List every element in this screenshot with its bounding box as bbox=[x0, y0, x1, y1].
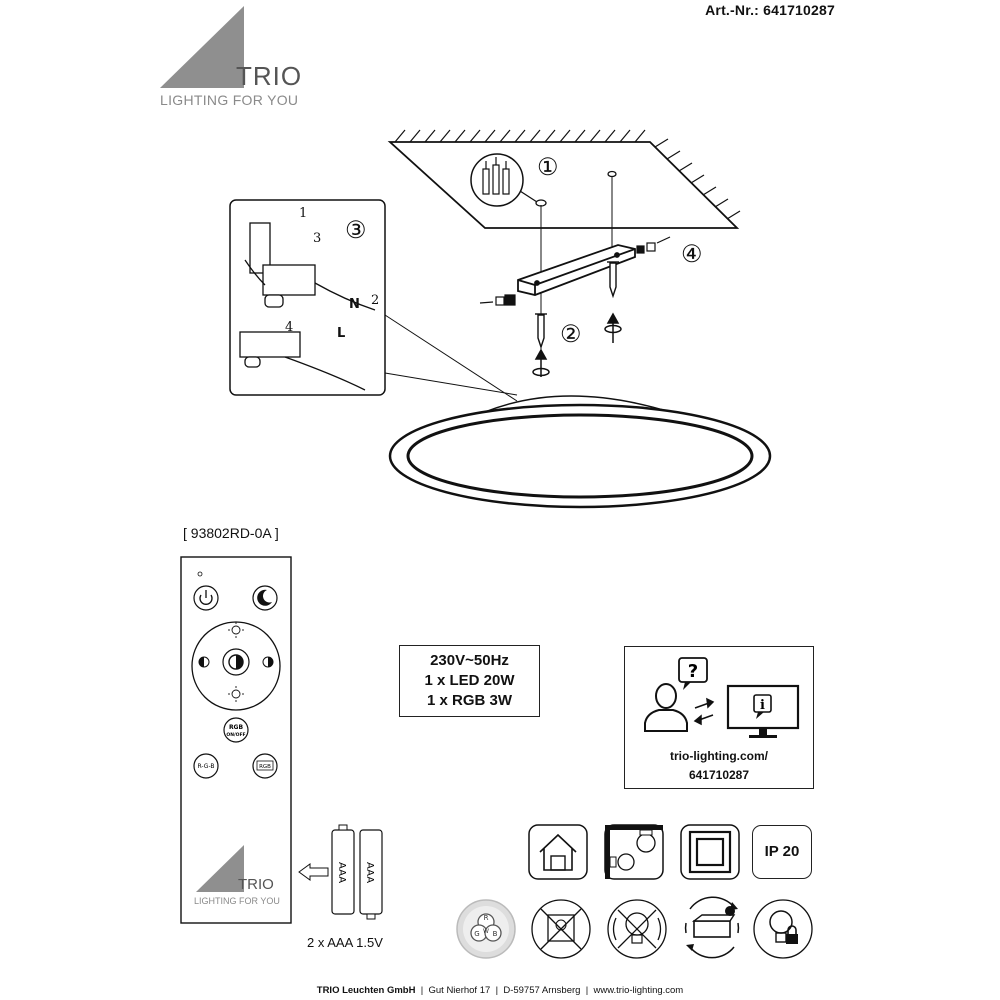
batteries bbox=[296, 822, 388, 922]
question-bubble-icon bbox=[679, 658, 707, 690]
rgbw-letter-g: G bbox=[474, 930, 480, 938]
step-3-label: ③ bbox=[345, 216, 367, 244]
monitor-icon bbox=[728, 686, 798, 738]
rgbw-icon bbox=[455, 898, 517, 960]
spec-led: 1 x LED 20W bbox=[424, 672, 515, 689]
color-temp-right-icon bbox=[263, 657, 273, 667]
remote-brand-tagline: LIGHTING FOR YOU bbox=[194, 896, 280, 906]
wire-label-l: L bbox=[337, 326, 346, 341]
svg-text:i: i bbox=[760, 698, 765, 713]
rgbw-letter-r: R bbox=[483, 914, 489, 922]
ceiling-lamp bbox=[390, 396, 770, 507]
led-not-replaceable-icon bbox=[606, 898, 668, 960]
spec-voltage: 230V~50Hz bbox=[430, 652, 509, 669]
rgbw-letter-w: W bbox=[483, 928, 489, 935]
footer bbox=[0, 985, 1000, 996]
driver-replaceable-icon bbox=[680, 895, 744, 961]
info-url-line2: 641710287 bbox=[688, 768, 750, 782]
footer-sep-1: | bbox=[420, 985, 424, 996]
rgb-onoff-label-top: RGB bbox=[228, 724, 244, 731]
footer-city: D-59757 Arnsberg bbox=[503, 985, 581, 996]
spec-rgb: 1 x RGB 3W bbox=[426, 692, 513, 709]
ceiling-wall-mount-icon bbox=[604, 824, 664, 880]
no-dimmer-icon bbox=[530, 898, 592, 960]
power-icon bbox=[194, 586, 218, 610]
remote-model-number: [ 93802RD-0A ] bbox=[183, 525, 279, 541]
ip-rating-badge: IP 20 bbox=[752, 825, 812, 879]
rgb-mode-label: RGB bbox=[259, 764, 271, 770]
indoor-use-icon bbox=[528, 824, 588, 880]
step-2-label: ② bbox=[560, 320, 582, 348]
step-4-label: ④ bbox=[681, 240, 703, 268]
remote-control bbox=[180, 556, 292, 926]
battery-note: 2 x AAA 1.5V bbox=[307, 935, 383, 950]
detail-number-3: 3 bbox=[313, 231, 322, 246]
footer-company: TRIO Leuchten GmbH bbox=[316, 985, 416, 996]
detail-number-2: 2 bbox=[371, 293, 380, 308]
article-number: Art.-Nr.: 641710287 bbox=[705, 2, 835, 18]
rgb-cycle-label: R-G-B bbox=[197, 763, 215, 770]
remote-brand-name: TRIO bbox=[238, 876, 274, 893]
battery-label-1: AAA bbox=[336, 862, 347, 884]
night-mode-icon bbox=[253, 586, 277, 610]
color-temp-left-icon bbox=[199, 657, 209, 667]
specs-box bbox=[399, 645, 540, 717]
mounting-bracket bbox=[518, 245, 635, 295]
rgb-onoff-label-bottom: ON/OFF bbox=[226, 733, 246, 738]
info-box bbox=[624, 646, 814, 789]
footer-sep-2: | bbox=[495, 985, 499, 996]
contrast-center-icon bbox=[223, 649, 249, 675]
info-url-line1: trio-lighting.com/ bbox=[670, 749, 768, 763]
battery-label-2: AAA bbox=[364, 862, 375, 884]
mounting-diagram bbox=[225, 125, 785, 525]
footer-sep-3: | bbox=[585, 985, 589, 996]
brand-tagline: LIGHTING FOR YOU bbox=[160, 92, 299, 108]
ceiling-plane bbox=[390, 130, 740, 228]
footer-web[interactable]: www.trio-lighting.com bbox=[593, 985, 684, 996]
brand-name: TRIO bbox=[236, 61, 303, 91]
protection-class-ii-icon bbox=[680, 824, 740, 880]
svg-text:?: ? bbox=[687, 661, 699, 682]
wire-label-n: N bbox=[349, 297, 360, 312]
footer-street: Gut Nierhof 17 bbox=[428, 985, 491, 996]
step-1-label: ① bbox=[537, 153, 559, 181]
person-icon bbox=[645, 684, 687, 731]
rgbw-letter-b: B bbox=[492, 930, 498, 938]
exchange-icon bbox=[695, 699, 713, 724]
detail-number-1: 1 bbox=[299, 206, 308, 221]
detail-number-4: 4 bbox=[285, 320, 294, 335]
insert-arrow-icon bbox=[299, 864, 328, 880]
support-illustration bbox=[633, 653, 808, 743]
trio-logo-triangle bbox=[160, 6, 246, 90]
bulb-lock-icon bbox=[752, 898, 814, 960]
